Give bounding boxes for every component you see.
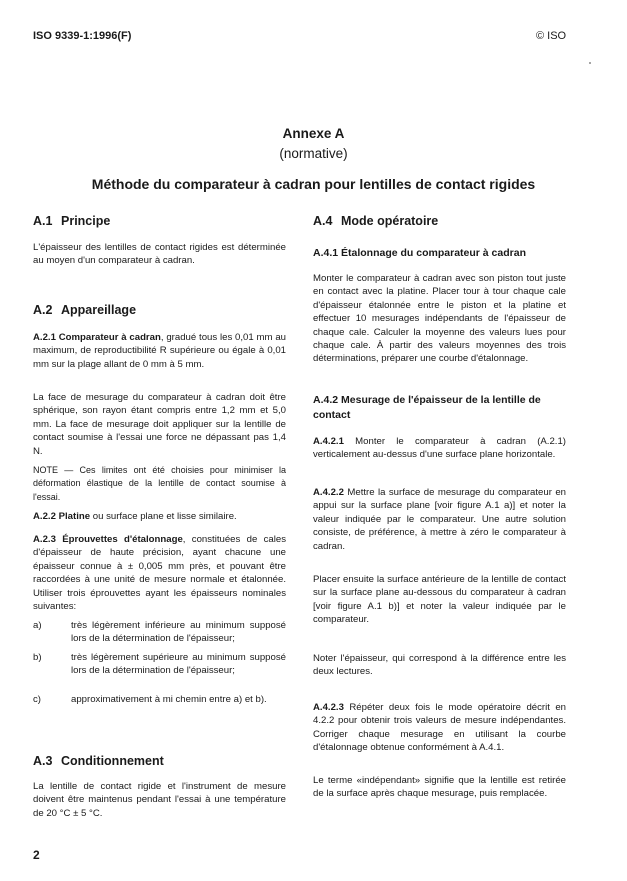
a422-text <box>313 486 566 553</box>
a423-p2: Le terme «indépendant» signifie que la lentille est retirée de la surface après chaque mesurage, puis remplacée. <box>313 775 566 800</box>
heading-a4-title: Mode opératoire <box>341 214 439 228</box>
a42-title: A.4.2 Mesurage de l'épaisseur de la lentille de contact <box>313 394 541 421</box>
heading-a3-num: A.3 <box>33 754 53 768</box>
a22-label: A.2.2 Platine <box>33 511 91 522</box>
list-item-c-text: approximativement à mi chemin entre a) et b). <box>71 694 267 705</box>
heading-a2-num: A.2 <box>33 303 53 317</box>
a423-label: A.4.2.3 <box>313 702 344 713</box>
a422-body: Mettre la surface de mesurage du comparateur en appui sur la surface plane [voir figure A.1 a)] et noter la valeur indiquée par le comparateur. Une autre solution consiste, de préférence, à mettre à zéro le comparateur à cadran. <box>313 487 566 552</box>
a422-p2: Placer ensuite la surface antérieure de la lentille de contact sur la surface plane au-dessous du comparateur à cadran [voir figure A.1 b)] et noter la valeur indiquée par le comparateur. <box>313 574 566 626</box>
list-item-c-label: c) <box>33 694 41 705</box>
heading-a1-title: Principe <box>61 214 111 228</box>
a3-text: La lentille de contact rigide et l'instrument de mesure doivent être maintenus pendant l'essai à une température de 20 °C ± 5 °C. <box>33 781 286 819</box>
heading-a3 <box>33 754 164 768</box>
list-item-a-label: a) <box>33 620 42 631</box>
a421-body: Monter le comparateur à cadran (A.2.1) verticalement au-dessus d'une surface plane horizontale. <box>313 436 566 461</box>
a22-body: ou surface plane et lisse similaire. <box>90 511 237 522</box>
a23-body: , constituées de cales d'épaisseur de haute précision, ayant chacune une épaisseur connue à ± 0,005 mm près, et pouvant être raccordées à une unité de mesure normale et étalonnée. Utiliser trois éprouvettes ayant les épaisseurs nominales suivantes: <box>33 534 286 613</box>
a21-p2: La face de mesurage du comparateur à cadran doit être sphérique, son rayon étant compris entre 1,2 mm et 5,0 mm. La face de mesurage doit appliquer sur la lentille de contact soumise à l'essai une force ne dépassant pas 1,4 N. <box>33 392 286 457</box>
page-number: 2 <box>33 848 40 862</box>
a21-label: A.2.1 Comparateur à cadran <box>33 332 161 343</box>
page-header-right: © ISO <box>536 30 567 42</box>
page-header-left: ISO 9339-1:1996(F) <box>33 30 132 42</box>
a23-text <box>33 533 286 613</box>
heading-a3-title: Conditionnement <box>61 754 164 768</box>
list-item-b-label: b) <box>33 652 42 663</box>
a1-text: L'épaisseur des lentilles de contact rigides est déterminée au moyen d'un comparateur à cadran. <box>33 242 286 267</box>
list-item-a-text: très légèrement inférieure au minimum supposé lors de la détermination de l'épaisseur; <box>71 620 286 645</box>
a21-text <box>33 331 286 371</box>
annex-title: Annexe A <box>282 126 345 141</box>
a423-text <box>313 701 566 755</box>
list-item-b-text: très légèrement supérieure au minimum supposé lors de la détermination de l'épaisseur; <box>71 652 286 677</box>
a421-label: A.4.2.1 <box>313 436 344 447</box>
annex-normative: (normative) <box>279 146 348 161</box>
scan-dot <box>589 62 591 64</box>
heading-a1-num: A.1 <box>33 214 53 228</box>
heading-a2-title: Appareillage <box>61 303 137 317</box>
a422-label: A.4.2.2 <box>313 487 344 498</box>
a23-label: A.2.3 Éprouvettes d'étalonnage <box>33 534 183 545</box>
a41-text: Monter le comparateur à cadran avec son piston tout juste en contact avec la platine. Placer tour à tour chaque cale d'épaisseur étalonnée entre le piston et la platine et effectuer 10 mesurages indépendants de l'épaisseur de chaque cale. Calculer la moyenne des valeurs lues pour chaque cale. À partir des valeurs moyennes des trois déterminations, préparer une courbe d'étalonnage. <box>313 273 566 365</box>
a21-body: , gradué tous les 0,01 mm au maximum, de reproductibilité R supérieure ou égale à 0,01 mm sur la plage allant de 0 mm à 5 mm. <box>33 332 286 370</box>
a41-title: A.4.1 Étalonnage du comparateur à cadran <box>313 247 526 259</box>
heading-a2 <box>33 303 136 317</box>
main-title: Méthode du comparateur à cadran pour lentilles de contact rigides <box>91 176 536 192</box>
a422-p3: Noter l'épaisseur, qui correspond à la différence entre les deux lectures. <box>313 653 566 678</box>
a423-body: Répéter deux fois le mode opératoire décrit en 4.2.2 pour obtenir trois valeurs de mesure indépendantes. Corriger chaque mesurage en utilisant la courbe d'étalonnage obtenue conformément à A.4.1. <box>313 702 566 754</box>
heading-a4 <box>313 214 438 228</box>
a421-text <box>313 435 566 462</box>
heading-a1 <box>33 214 110 228</box>
a2-note: NOTE — Ces limites ont été choisies pour minimiser la déformation élastique de la lentille de contact soumise à l'essai. <box>33 465 286 502</box>
a22-text <box>33 510 286 523</box>
heading-a4-num: A.4 <box>313 214 333 228</box>
